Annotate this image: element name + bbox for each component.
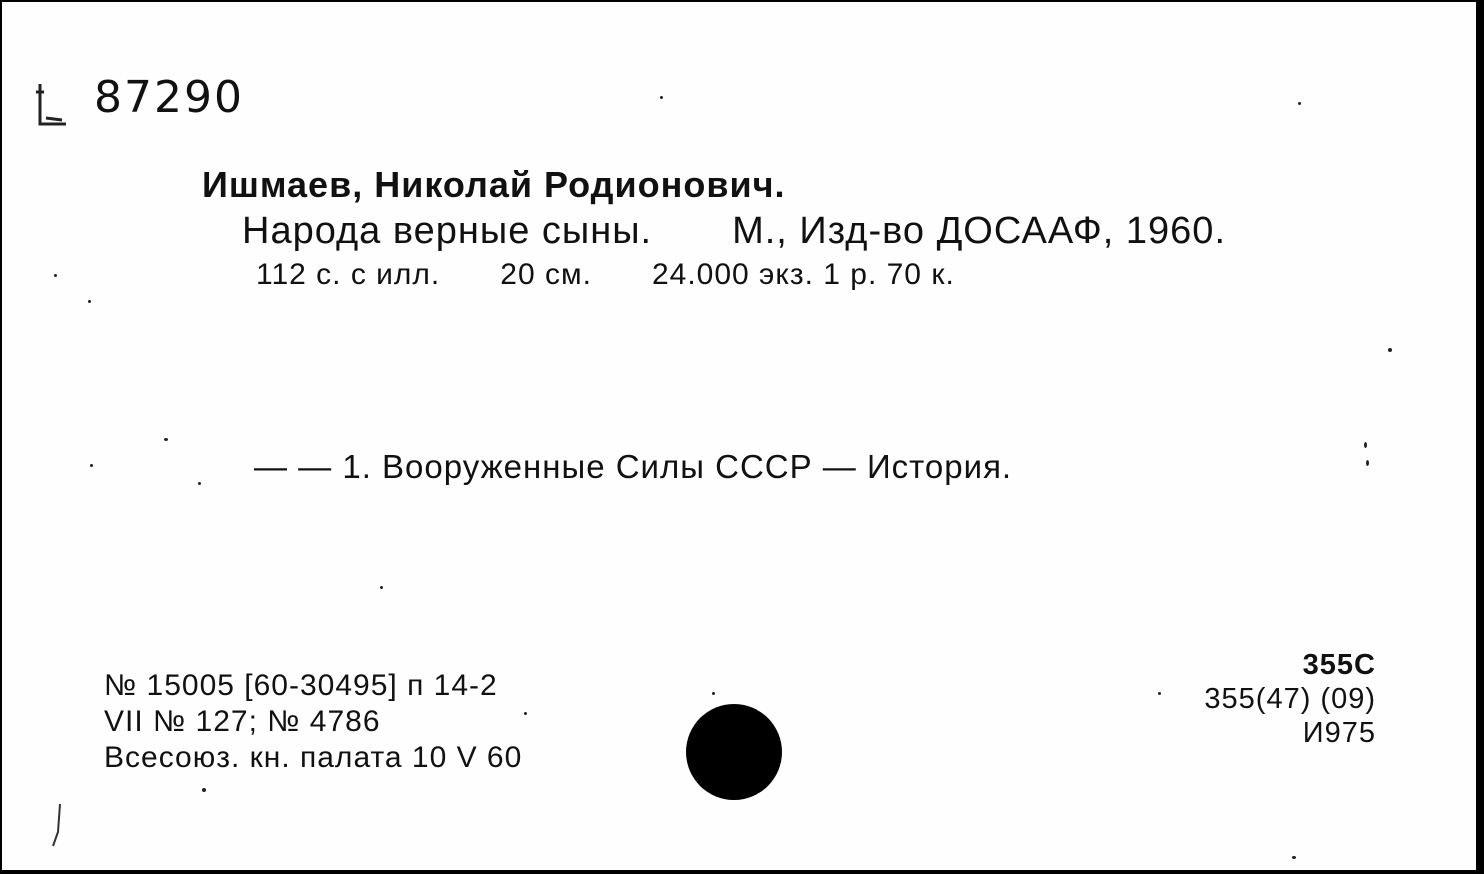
book-title: Народа верные сыны.	[242, 210, 653, 252]
book-size: 20 см.	[500, 258, 592, 291]
speck	[1364, 442, 1367, 448]
speck	[1298, 102, 1301, 105]
registry-line: № 15005 [60-30495] п 14-2	[104, 669, 498, 702]
speck	[1158, 692, 1161, 695]
punch-hole	[686, 704, 782, 800]
classification-block	[1204, 648, 1376, 750]
registry-line: Всесоюз. кн. палата 10 V 60	[104, 741, 523, 774]
imprint: М., Изд-во ДОСААФ, 1960.	[732, 210, 1226, 252]
classification-code: 355(47) (09)	[1204, 683, 1376, 715]
physical-description	[256, 258, 955, 292]
handwritten-mark-icon	[32, 80, 72, 130]
speck	[660, 96, 663, 99]
speck	[1366, 460, 1369, 466]
speck	[1292, 856, 1296, 859]
registry-block	[104, 668, 522, 776]
pages: 112 с. с илл.	[256, 258, 441, 291]
classification-code: 355С	[1302, 649, 1376, 681]
speck	[712, 692, 715, 695]
speck	[380, 586, 383, 589]
speck	[198, 482, 201, 485]
subject-heading: — — 1. Вооруженные Силы СССР — История.	[254, 448, 1013, 485]
speck	[88, 300, 91, 303]
speck	[202, 788, 206, 792]
speck	[164, 438, 168, 441]
catalog-card	[2, 2, 1476, 870]
handwritten-call-number: 87290	[94, 72, 244, 123]
title-imprint-line	[242, 210, 1226, 253]
speck	[54, 274, 57, 277]
print-run-price: 24.000 экз. 1 р. 70 к.	[651, 258, 955, 291]
speck	[524, 712, 527, 715]
pencil-mark-icon	[50, 802, 64, 848]
registry-line: VII № 127; № 4786	[104, 705, 381, 738]
author-heading: Ишмаев, Николай Родионович.	[202, 164, 786, 205]
speck	[90, 464, 93, 467]
speck	[1388, 348, 1392, 352]
author-mark: И975	[1302, 717, 1376, 749]
